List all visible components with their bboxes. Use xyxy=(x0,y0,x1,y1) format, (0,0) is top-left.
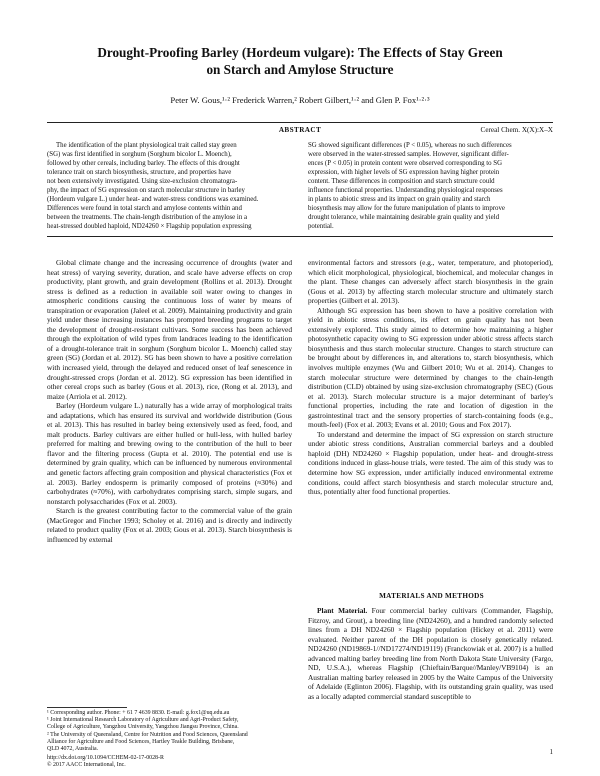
materials-paragraph xyxy=(308,606,553,701)
footnote-rule xyxy=(47,707,127,708)
abstract-line: drought tolerance, while maintaining desirable grain quality and yield xyxy=(308,214,499,222)
footnote-line: College of Agriculture, Yangzhou University, Yangzhou Jiangsu Province, China. xyxy=(47,724,239,731)
body-left-column xyxy=(47,258,292,544)
paper-title xyxy=(40,44,560,78)
body-paragraph: To understand and determine the impact of SG expression on starch structure under abiotic stress conditions, Australian commercial barleys and a doubled haploid (DH) ND24260 × Flagship population, under heat- and drought-stress conditions induced in glass-house trials, were tested. The aim of this study was to determine how SG expression, under artificially induced environmental extreme conditions, could affect starch biosynthesis and starch molecular structure and, thus, potentially alter food functional properties. xyxy=(308,429,553,497)
abstract-line: content. These differences in composition and starch structure could xyxy=(308,178,495,186)
title-line-2: on Starch and Amylose Structure xyxy=(206,62,394,77)
materials-column xyxy=(308,606,553,701)
copyright: © 2017 AACC International, Inc. xyxy=(47,762,126,769)
body-paragraph: Starch is the greatest contributing factor to the commercial value of the grain (MacGregor and Fincher 1993; Scholey et al. 2016) and is directly and indirectly related to product quality (Fox et al. 2003; Gous et al. 2013). Starch biosynthesis is influenced by external xyxy=(47,506,292,544)
page-number: 1 xyxy=(549,748,553,756)
doi-link[interactable]: http://dx.doi.org/10.1094/CCHEM-02-17-0028-R xyxy=(47,755,164,761)
abstract-line: (Hordeum vulgare L.) under heat- and water-stress conditions was examined. xyxy=(47,196,259,204)
footnote-line: ¹ Joint International Research Laboratory of Agriculture and Agri-Product Safety, xyxy=(47,717,239,724)
footnote-line: ² The University of Queensland, Centre for Nutrition and Food Sciences, Queensland xyxy=(47,731,248,738)
title-line-1: Drought-Proofing Barley (Hordeum vulgare): The Effects of Stay Green xyxy=(97,45,503,60)
abstract-line: not been extensively investigated. Using size-exclusion chromatogra- xyxy=(47,178,238,186)
abstract-line: in plants to abiotic stress and its impact on grain quality and starch xyxy=(308,196,491,204)
abstract-line: followed by other cereals, including barley. The effects of this drought xyxy=(47,160,240,168)
body-paragraph: Barley (Hordeum vulgare L.) naturally has a wide array of morphological traits and adaptations, which has ensured its survival and worldwide distribution (Gous et al. 2013). This has resulted in barley being extensively used as feed, food, and malt products. Barley cultivars are either hulled or hull-less, with hulled barley preferred for malting and brewing owing to the contribution of the hull to beer flavor and the filtering process (Gupta et al. 2010). The potential end use is determined by grain quality, which can be influenced by numerous environmental and genetic factors affecting grain composition and physical characteristics (Fox et al. 2003). Barley endosperm is primarily composed of proteins (≈30%) and carbohydrates (≈70%), with carbohydrates comprising starch, simple sugars, and nonstarch polysaccharides (Fox et al. 2003). xyxy=(47,401,292,506)
abstract-left-column xyxy=(47,141,292,231)
journal-citation: Cereal Chem. X(X):X–X xyxy=(480,126,553,134)
footnote-line: Alliance for Agriculture and Food Sciences, Hartley Teakle Building, Brisbane, xyxy=(47,738,235,745)
abstract-line: The identification of the plant physiological trait called stay green xyxy=(56,142,237,149)
abstract-rule xyxy=(47,236,553,237)
header-rule xyxy=(47,122,553,123)
abstract-right-column xyxy=(308,141,553,231)
abstract-line: between the treatments. The chain-length distribution of the amylose in a xyxy=(47,214,247,222)
materials-lead: Plant Material. xyxy=(317,606,368,615)
author-list: Peter W. Gous,¹·² Frederick Warren,² Robert Gilbert,¹·² and Glen P. Fox¹·²·³ xyxy=(170,95,430,105)
abstract-line: were observed in the water-stressed samples. However, significant differ- xyxy=(308,151,509,159)
body-paragraph: Global climate change and the increasing occurrence of droughts (water and heat stress) of varying severity, duration, and scale have adverse effects on crop productivity, plant growth, and grain development (Rollins et al. 2013). Drought stress is defined as a reduction in available soil water owing to changes in atmospheric conditions causing the continuous loss of water by means of transpiration or evaporation (Jaleel et al. 2009). Maintaining productivity and grain yield under these increasing instances has prompted breeding programs to target the development of drought-resistant cultivars. Some success has been achieved through the exploitation of wild types from landraces leading to the identification of a drought-tolerance trait in sorghum (Sorghum bicolor L. Moench) called stay green (SG) (Jordan et al. 2012). SG has been shown to have a positive correlation with increased yield, through the delayed and reduced onset of leaf senescence in drought-stressed crops (Jordan et al. 2012). SG expression has been identified in other cereal crops such as barley (Gous et al. 2013), rice, (Rong et al. 2013), and maize (Arriola et al. 2012). xyxy=(47,258,292,401)
section-heading: MATERIALS AND METHODS xyxy=(379,592,484,600)
abstract-line: biosynthesis may allow for the future manipulation of plants to improve xyxy=(308,205,505,213)
abstract-line: SG showed significant differences (P < 0.05), whereas no such differences xyxy=(308,142,512,149)
abstract-line: phy, the impact of SG expression on starch molecular structure in barley xyxy=(47,187,245,195)
abstract-line: (SG) was first identified in sorghum (Sorghum bicolor L. Moench), xyxy=(47,151,232,159)
footnote-line: QLD 4072, Australia. xyxy=(47,746,99,753)
abstract-heading: ABSTRACT xyxy=(278,126,322,134)
materials-text: Four commercial barley cultivars (Commander, Flagship, Fitzroy, and Grout), a breeding line (ND24260), and a hundred randomly selected lines from a DH ND24260 × Flagship population (Hickey et al. 2011) were evaluated. Neither parent of the DH population is closely genetically related. ND24260 (ND19869-1//ND17274/ND19119) (Franckowiak et al. 2007) is a hulled advanced malting barley breeding line from North Dakota State University (Fargo, ND, U.S.A.), whereas Flagship (Chieftain/Barque//Manley/VB9104) is an Australian malting barley released in 2005 by the Waite Campus of the University of Adelaide (Eglinton 2006). Flagship, with its outstanding grain quality, was used as a locally adapted commercial standard susceptible to xyxy=(308,606,553,701)
footnotes xyxy=(47,710,292,753)
body-right-column xyxy=(308,258,553,497)
body-paragraph: Although SG expression has been shown to have a positive correlation with yield in abiotic stress conditions, its effect on grain quality has not been extensively explored. This study aimed to determine how maintaining a higher photosynthetic capacity owing to SG expression under abiotic stress affects starch biosynthesis and thus starch molecular structure. Changes to starch structure can be brought about by differences in, and alterations to, starch biosynthesis, which involves multiple enzymes (Wu and Gilbert 2010; Wu et al. 2014). Changes to starch molecular structure were determined by changes to the chain-length distribution (CLD) obtained by using size-exclusion chromatography (SEC) (Gous et al. 2013). Starch molecular structure is a major determinant of barley's functional properties, including the rate and location of digestion in the gastrointestinal tract and the sensory properties of starch-containing foods (e.g., mouth-feel) (Fox et al. 2003; Evans et al. 2010; Gous and Fox 2017). xyxy=(308,305,553,430)
abstract-line: influence functional properties. Understanding physiological responses xyxy=(308,187,503,195)
abstract-line: potential. xyxy=(308,223,334,231)
abstract-line: Differences were found in total starch and amylose contents within and xyxy=(47,205,242,213)
doi-block xyxy=(47,755,164,769)
footnote-line: ¹ Corresponding author. Phone: + 61 7 4639 8830. E-mail: g.fox1@uq.edu.au xyxy=(47,710,230,716)
abstract-line: expression, with higher levels of SG expression having higher protein xyxy=(308,169,500,177)
abstract-line: heat-stressed doubled haploid, ND24260 × Flagship population expressing xyxy=(47,223,252,231)
body-paragraph: environmental factors and stressors (e.g., water, temperature, and photoperiod), which elicit morphological, physiological, biochemical, and molecular changes in the plant. These changes can adversely affect starch biosynthesis in the grain (Gous et al. 2013) by affecting starch molecular structure and ultimately starch properties (Gilbert et al. 2013). xyxy=(308,258,553,306)
abstract-line: ences (P < 0.05) in protein content were observed corresponding to SG xyxy=(308,160,503,168)
abstract-line: tolerance trait on starch biosynthesis, structure, and properties have xyxy=(47,169,232,177)
